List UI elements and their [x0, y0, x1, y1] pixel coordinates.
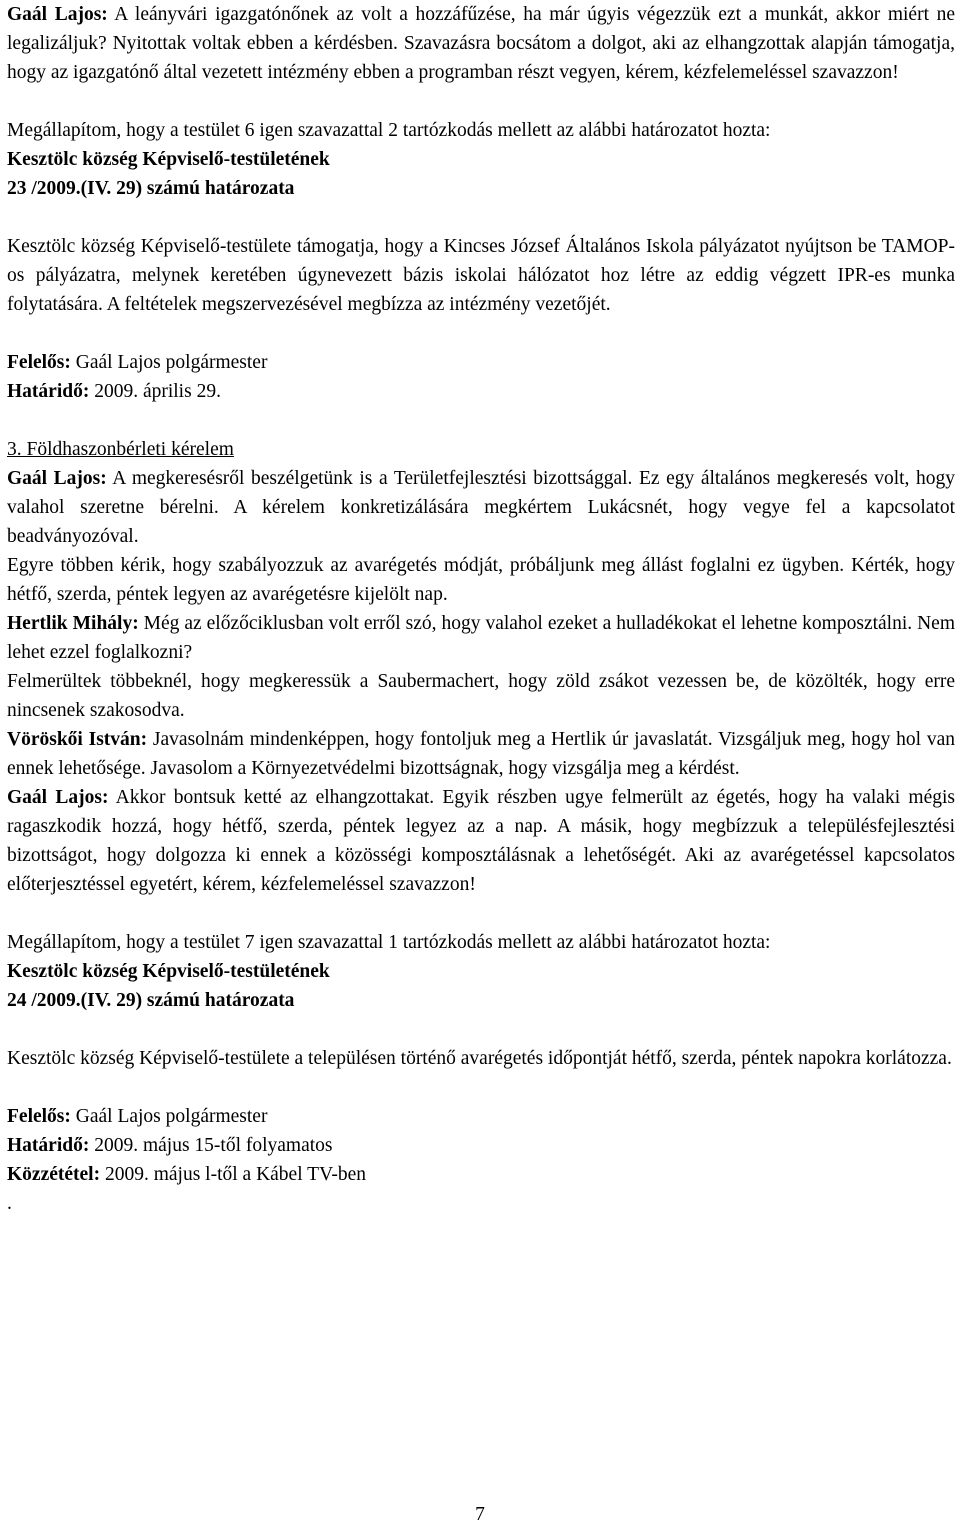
paragraph-hertlik — [7, 609, 955, 667]
resolution-2-number: 24 /2009.(IV. 29) számú határozata — [7, 990, 295, 1011]
vote-statement-2: Megállapítom, hogy a testület 7 igen szavazattal 1 tartózkodás mellett az alábbi határozatot hozta: — [7, 932, 771, 953]
resolution-2-body: Kesztölc község Képviselő-testületének — [7, 961, 330, 982]
speaker-name: Gaál Lajos: — [7, 468, 107, 489]
paragraph-gaal-1 — [7, 0, 955, 87]
document-page — [7, 0, 955, 1218]
paragraph-gaal-3 — [7, 783, 955, 899]
resolution-2-hatarido — [7, 1131, 955, 1160]
resolution-2-felelos — [7, 1102, 955, 1131]
section-3-title: 3. Földhaszonbérleti kérelem — [7, 439, 234, 460]
hatarido-label: Határidő: — [7, 1135, 90, 1156]
resolution-2-text: Kesztölc község Képviselő-testülete a településen történő avarégetés időpontját hétfő, szerda, péntek napokra korlátozza. — [7, 1048, 952, 1069]
vote-statement-1: Megállapítom, hogy a testület 6 igen szavazattal 2 tartózkodás mellett az alábbi határozatot hozta: — [7, 120, 771, 141]
kozzetetel-label: Közzététel: — [7, 1164, 101, 1185]
page-number: 7 — [475, 1504, 485, 1525]
felelos-value: Gaál Lajos polgármester — [70, 1106, 268, 1127]
resolution-1-felelos — [7, 348, 955, 377]
paragraph-text: A leányvári igazgatónőnek az volt a hozzáfűzése, ha már úgyis végezzük ezt a munkát, akkor miért ne legalizáljuk? Nyitottak voltak ebben a kérdésben. Szavazásra bocsátom a dolgot, aki az elhangzottak alapján támogatja, hogy az igazgatónő által vezetett intézmény ebben a programban részt vegyen, kérem, kézfelemeléssel szavazzon! — [7, 4, 956, 83]
resolution-1-text: Kesztölc község Képviselő-testülete támogatja, hogy a Kincses József Általános Iskola pályázatot nyújtson be TAMOP-os pályázatra, melynek keretében úgynevezett bázis iskolai hálózatot hoz létre az eddig végzett IPR-es munka folytatására. A feltételek megszervezésével megbízza az intézmény vezetőjét. — [7, 236, 955, 315]
speaker-name: Gaál Lajos: — [7, 4, 108, 25]
hatarido-value: 2009. április 29. — [89, 381, 221, 402]
felelos-label: Felelős: — [7, 352, 71, 373]
resolution-1-hatarido — [7, 377, 955, 406]
paragraph-text: Még az előzőciklusban volt erről szó, hogy valahol ezeket a hulladékokat el lehetne komposztálni. Nem lehet ezzel foglalkozni? — [7, 613, 955, 663]
paragraph-gaal-2 — [7, 464, 955, 551]
paragraph-voroskoi — [7, 725, 955, 783]
trailing-dot: . — [7, 1193, 12, 1214]
speaker-name: Hertlik Mihály: — [7, 613, 139, 634]
hatarido-label: Határidő: — [7, 381, 90, 402]
paragraph-text: Javasolnám mindenképpen, hogy fontoljuk meg a Hertlik úr javaslatát. Vizsgáljuk meg, hogy hol van ennek lehetősége. Javasolom a Környezetvédelmi bizottságnak, hogy vizsgálja meg a kérdést. — [7, 729, 955, 779]
speaker-name: Vörösk​ői István: — [7, 729, 148, 750]
resolution-1-number: 23 /2009.(IV. 29) számú határozata — [7, 178, 295, 199]
resolution-2-kozzetetel — [7, 1160, 955, 1189]
paragraph-avaregetes: Egyre többen kérik, hogy szabályozzuk az avarégetés módját, próbáljunk meg állást foglalni ez ügyben. Kérték, hogy hétfő, szerda, péntek legyen az avarégetésre kijelölt nap. — [7, 555, 955, 605]
paragraph-saubermacher: Felmerültek többeknél, hogy megkeressük a Saubermachert, hogy zöld zsákot vezessen be, de közölték, hogy erre nincsenek szakosodva. — [7, 671, 955, 721]
resolution-1-body: Kesztölc község Képviselő-testületének — [7, 149, 330, 170]
speaker-name: Gaál Lajos: — [7, 787, 109, 808]
felelos-value: Gaál Lajos polgármester — [70, 352, 268, 373]
hatarido-value: 2009. május 15-től folyamatos — [89, 1135, 333, 1156]
felelos-label: Felelős: — [7, 1106, 71, 1127]
kozzetetel-value: 2009. május l-től a Kábel TV-ben — [100, 1164, 367, 1185]
paragraph-text: A megkeresésről beszélgetünk is a Területfejlesztési bizottsággal. Ez egy általános megkeresés volt, hogy valahol szeretne bérelni. A kérelem konkretizálására megkértem Lukácsnét, hogy vegye fel a kapcsolatot beadványozóval. — [7, 468, 956, 547]
paragraph-text: Akkor bontsuk ketté az elhangzottakat. Egyik részben ugye felmerült az égetés, hogy ha valaki mégis ragaszkodik hozzá, hogy hétfő, szerda, péntek legyez az a nap. A másik, hogy megbízzuk a településfejlesztési bizottságot, hogy dolgozza ki ennek a közösségi komposztálásnak a lehetőségét. Aki az avarégetéssel kapcsolatos előterjesztéssel egyetért, kérem, kézfelemeléssel szavazzon! — [7, 787, 955, 895]
